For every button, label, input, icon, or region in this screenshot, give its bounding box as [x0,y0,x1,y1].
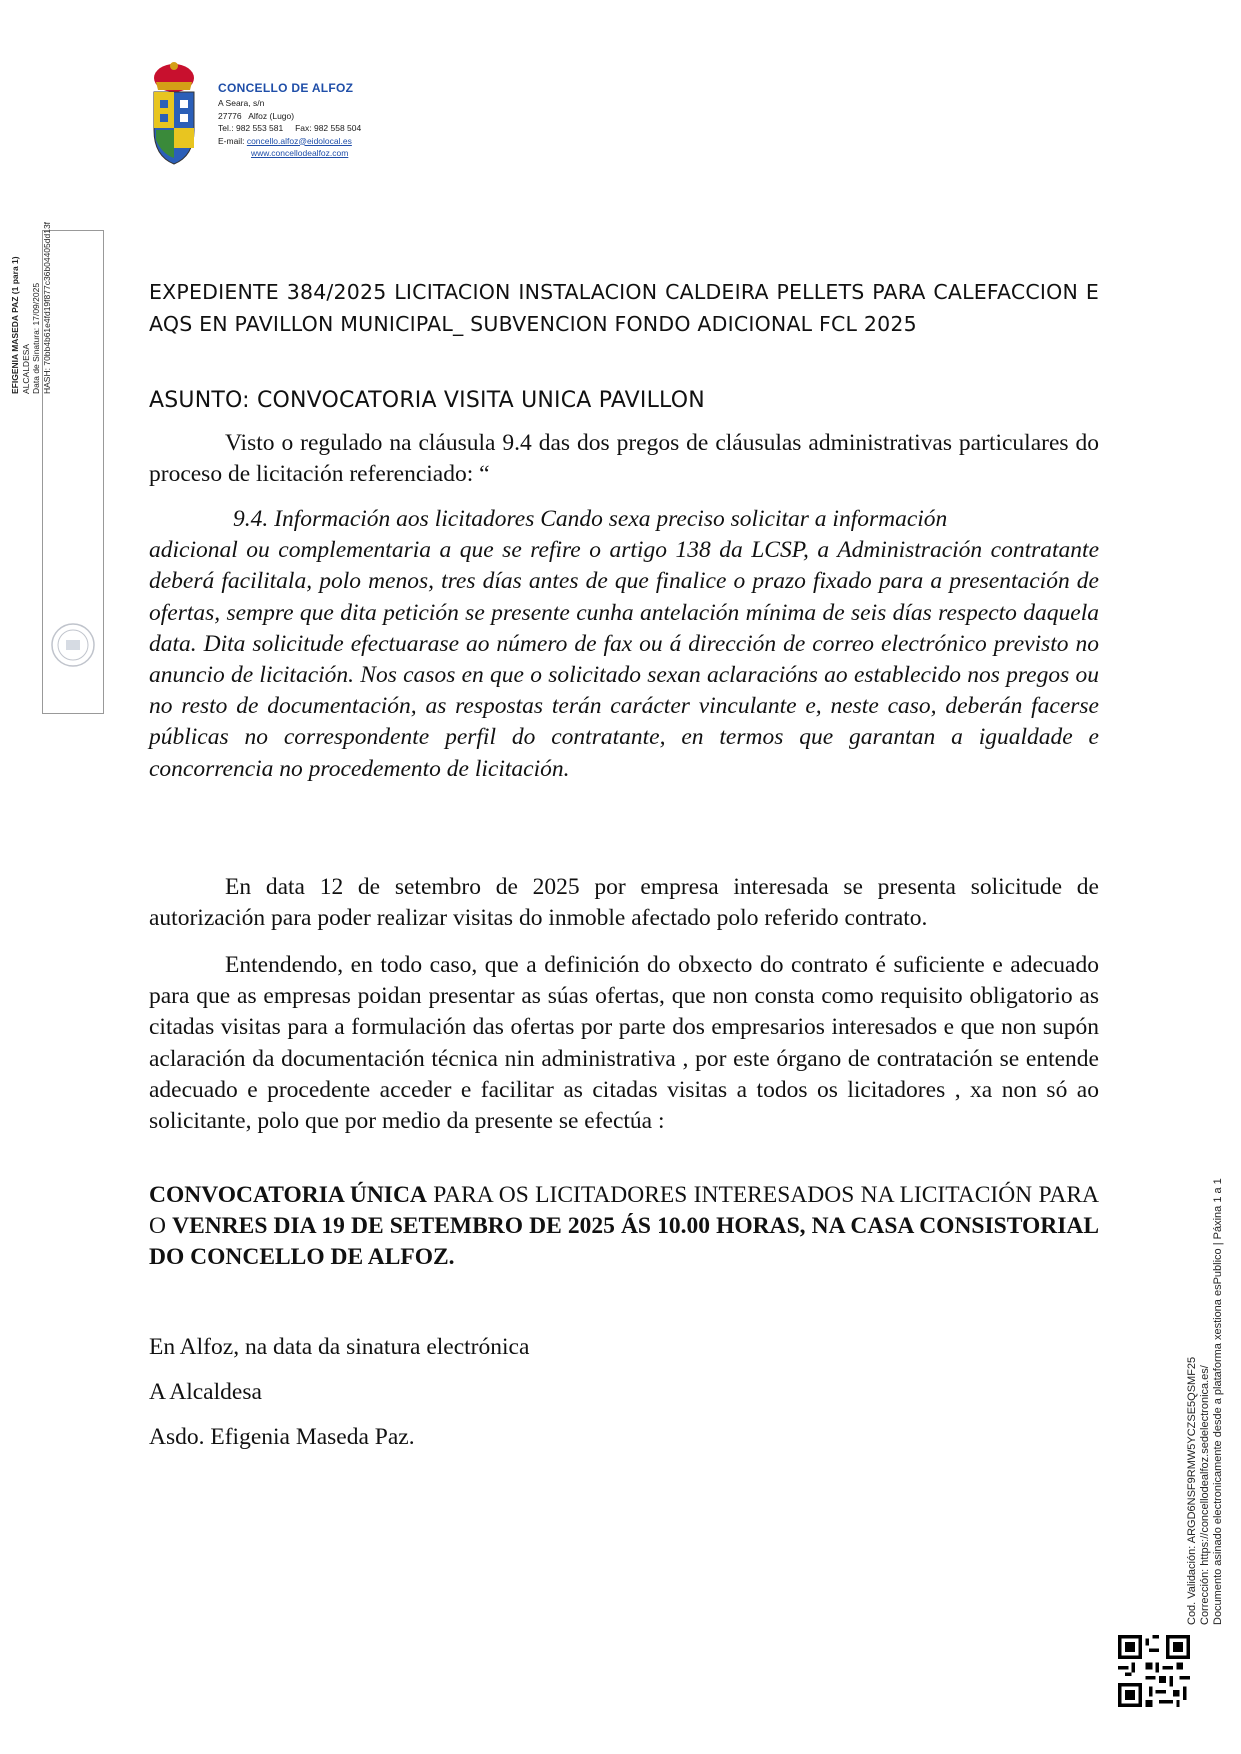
verification-url: Corrección: https://concellodealfoz.sedelectronica.es/ [1199,1365,1211,1625]
visto-paragraph: Visto o regulado na cláusula 9.4 das dos pregos de cláusulas administrativas particulares do proceso de licitación referenciado: “ [149,430,1099,488]
fax-number: 982 558 504 [313,123,362,133]
organization-name: CONCELLO DE ALFOZ [218,81,354,95]
signature-date: Data de Sinatura: 17/09/2025 [31,282,41,394]
signer-role: ALCALDESA [20,343,31,394]
validation-code: Cod. Validación: ARGD6NSF9RMW5YCZSE5QSMF25 [1186,1356,1198,1625]
convocation-paragraph [149,1180,1099,1274]
convocation-title: CONVOCATORIA ÚNICA [149,1182,427,1208]
fax-label: Fax: [295,123,312,133]
qr-code-icon [1118,1635,1190,1707]
clause-quote-body: adicional ou complementaria a que se refire o artigo 138 da LCSP, a Administración contratante deberá facilitala, polo menos, tres días antes de que finalice o prazo fixado para a presentación de ofertas, sempre que dita petición se presente cunha antelación mínima de seis días respecto daquela data. Dita solicitude efectuarase ao número de fax ou á dirección de correo electrónico previsto no anuncio de licitación. Nos casos en que o solicitado sexan aclaracións ao establecido nos pregos ou no resto de documentación, as respostas terán carácter vinculante e, neste caso, deberán facerse públicas no correspondente perfil do contratante, en termos que garantan a igualdade e concorrencia no procedemento de licitación. [149,537,1099,782]
website-link[interactable]: www.concellodealfoz.com [251,148,349,158]
convocation-date-place: VENRES DIA 19 DE SETEMBRO DE 2025 ÁS 10.00 HORAS, NA CASA CONSISTORIAL DO CONCELLO DE ALFOZ. [149,1213,1099,1271]
request-paragraph: En data 12 de setembro de 2025 por empresa interesada se presenta solicitude de autorización para poder realizar visitas do inmoble afectado polo referido contrato. [149,874,1099,932]
official-seal-icon [50,622,96,668]
expediente-heading: EXPEDIENTE 384/2025 LICITACION INSTALACION CALDEIRA PELLETS PARA CALEFACCION E AQS EN PAVILLON MUNICIPAL_ SUBVENCION FONDO ADICIONAL FCL 2025 [149,280,1099,336]
reasoning-paragraph: Entendendo, en todo caso, que a definición do obxecto do contrato é suficiente e adecuado para que as empresas poidan presentar as súas ofertas, que non consta como requisito obligatorio as citadas visitas para a formulación das ofertas por parte dos empresarios interesados e que non supón aclaración da documentación técnica nin administrativa , por este órgano de contratación se entende adecuado e procedente acceder e facilitar as citadas visitas a todos os licitadores , xa non só ao solicitante, polo que por medio da presente se efectúa : [149,952,1099,1135]
signatory-role: A Alcaldesa [149,1379,262,1405]
email-label: E-mail: [218,135,245,146]
validation-text [1186,1065,1225,1625]
clause-quote-first-line: 9.4. Información aos licitadores Cando sexa preciso solicitar a información [233,506,948,532]
subject-line: ASUNTO: CONVOCATORIA VISITA UNICA PAVILLON [149,388,705,413]
signature-hash: HASH: 70bb4b61e4fd19f877c36b04405dd13f [41,221,52,394]
convocation-text: PARA OS LICITADORES INTERESADOS NA LICITACIÓN PARA O [149,1182,1100,1240]
letterhead [218,81,361,160]
tel-number: 982 553 581 [235,123,284,133]
tel-label: Tel.: [218,123,234,133]
clause-quote [149,504,1099,785]
signatory-name: Asdo. Efigenia Maseda Paz. [149,1424,415,1450]
platform-note: Documento asinado electronicamente desde a plataforma xestiona esPublico | Páxina 1 a 1 [1212,1178,1224,1625]
coat-of-arms-logo [148,60,200,170]
email-link[interactable]: concello.alfoz@eidolocal.es [246,135,352,146]
signature-stamp-text [10,0,52,394]
signer-name: EFIGENIA MASEDA PAZ (1 para 1) [10,256,20,394]
web-line [218,147,361,160]
place-date-line: En Alfoz, na data da sinatura electrónica [149,1334,530,1360]
address-line-1: A Seara, s/n [218,98,265,108]
address-line-2: 27776 Alfoz (Lugo) [218,110,295,121]
email-line [218,135,361,148]
phone-fax-line [218,122,361,135]
